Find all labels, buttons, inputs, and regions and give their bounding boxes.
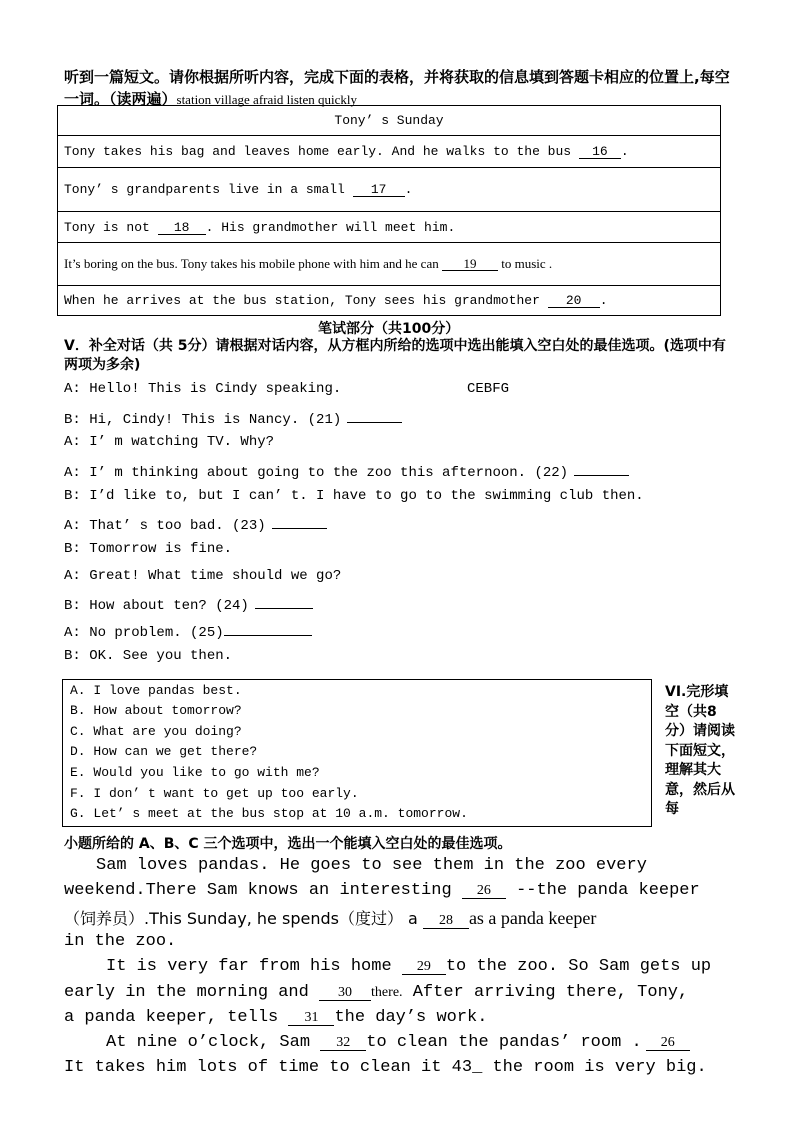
blank-32: 32 (320, 1036, 366, 1051)
dialogue-line: A: No problem. (25) (64, 621, 312, 641)
blank-26-repeat: 26 (646, 1036, 690, 1051)
table-row: It’s boring on the bus. Tony takes his mobile phone with him and he can 19 to music . (58, 243, 721, 286)
listening-instruction-text: 听到一篇短文。请你根据所听内容，完成下面的表格，并将获取的信息填到答题卡相应的位置上,每空一词。（读两遍） (64, 68, 730, 108)
passage-line: At nine o’clock, Sam 32 to clean the pandas’ room . 26 (106, 1033, 690, 1052)
option-c: C. What are you doing? (70, 724, 242, 739)
dialogue-line: B: I’d like to, but I can’ t. I have to go to the swimming club then. (64, 488, 644, 504)
dialogue-line: B: Tomorrow is fine. (64, 541, 233, 557)
blank-30: 30 (319, 986, 371, 1001)
table-row: When he arrives at the bus station, Tony sees his grandmother 20 . (58, 286, 721, 316)
tony-sunday-table (57, 105, 721, 316)
option-a: A. I love pandas best. (70, 683, 242, 698)
table-row: Tony is not 18 . His grandmother will meet him. (58, 212, 721, 243)
passage-line: in the zoo. (64, 932, 177, 951)
dialogue-line: A: I’ m thinking about going to the zoo this afternoon. (22) (64, 461, 629, 481)
dialogue-line: A: I’ m watching TV. Why? (64, 434, 275, 450)
dialogue-line: A: That’ s too bad. (23) (64, 514, 327, 534)
blank-29: 29 (402, 960, 446, 975)
blank-31: 31 (288, 1011, 334, 1026)
table-row: Tony’ s grandparents live in a small 17 . (58, 168, 721, 212)
dialogue-line: B: OK. See you then. (64, 648, 233, 664)
blank-21 (347, 408, 402, 423)
answer-blank-19: 19 (442, 257, 498, 271)
passage-line: a panda keeper, tells 31 the day’s work. (64, 1008, 488, 1027)
passage-line: （饲养员）.This Sunday, he spends（度过） a 28 as a panda keeper (64, 908, 597, 928)
answer-blank-17: 17 (353, 183, 405, 197)
passage-line: It is very far from his home 29 to the zoo. So Sam gets up (106, 957, 712, 976)
passage-line: weekend.There Sam knows an interesting 26 --the panda keeper (64, 881, 700, 900)
answer-blank-20: 20 (548, 294, 600, 308)
written-part-heading: 笔试部分（共100分） (318, 321, 460, 337)
answer-note: CEBFG (467, 381, 510, 397)
dialogue-line: B: Hi, Cindy! This is Nancy. (21) (64, 408, 402, 428)
blank-28: 28 (423, 914, 469, 929)
answer-blank-18: 18 (158, 221, 206, 235)
options-box (62, 679, 652, 827)
passage-line: Sam loves pandas. He goes to see them in the zoo every (96, 856, 647, 875)
passage-line: It takes him lots of time to clean it 43_ the room is very big. (64, 1058, 707, 1077)
dialogue-line: A: Great! What time should we go? (64, 568, 342, 584)
option-d: D. How can we get there? (70, 744, 258, 759)
table-title: Tony’ s Sunday (58, 106, 721, 136)
dialogue-line: A: Hello! This is Cindy speaking. (64, 381, 342, 397)
table-row: Tony takes his bag and leaves home early. And he walks to the bus 16 . (58, 136, 721, 168)
dialogue-line: B: How about ten? (24) (64, 594, 313, 614)
blank-25 (224, 621, 312, 636)
answer-blank-16: 16 (579, 145, 621, 159)
section6-heading: VI.完形填空（共8分）请阅读下面短文，理解其大意，然后从每 (665, 684, 735, 817)
section6-instruction: 小题所给的 A、B、C 三个选项中，选出一个能填入空白处的最佳选项。 (64, 836, 512, 852)
blank-24 (255, 594, 313, 609)
blank-26: 26 (462, 884, 506, 899)
word-list: station village afraid listen quickly (176, 92, 358, 107)
section5-heading: V．补全对话（共 5分）请根据对话内容，从方框内所给的选项中选出能填入空白处的最佳选项。(选项中有两项为多余) (64, 338, 726, 373)
option-g: G. Let’ s meet at the bus stop at 10 a.m. tomorrow. (70, 806, 468, 821)
passage-line: early in the morning and 30 there. After arriving there, Tony, (64, 983, 689, 1002)
option-b: B. How about tomorrow? (70, 703, 242, 718)
blank-22 (574, 461, 629, 476)
option-e: E. Would you like to go with me? (70, 765, 320, 780)
blank-23 (272, 514, 327, 529)
option-f: F. I don’ t want to get up too early. (70, 786, 359, 801)
